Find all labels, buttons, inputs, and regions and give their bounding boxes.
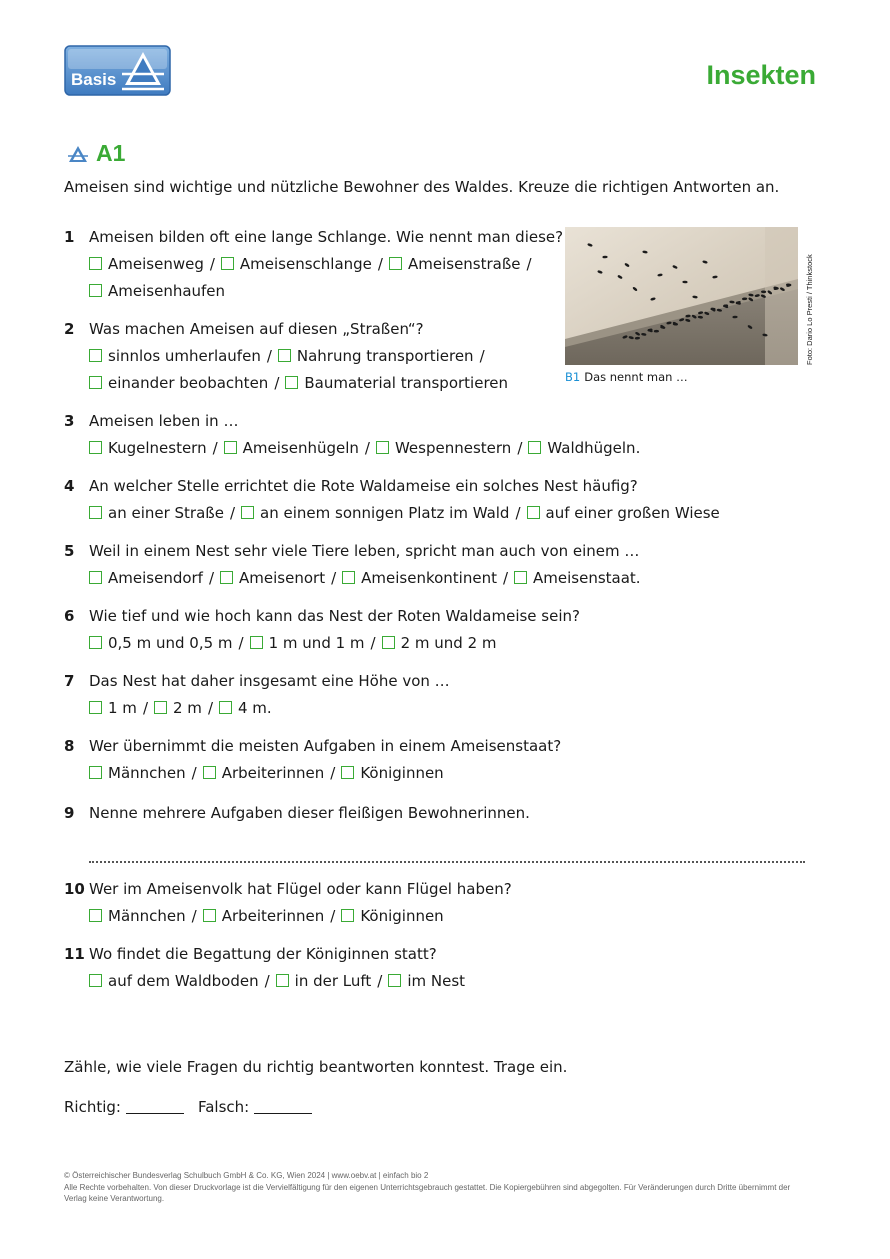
question-text: Weil in einem Nest sehr viele Tiere leben, spricht man auch von einem …	[89, 542, 640, 560]
answer-line	[89, 374, 508, 392]
answer-option-text: sinnlos umherlaufen	[108, 347, 261, 365]
answer-option-text: Königinnen	[360, 907, 444, 925]
option-separator: /	[274, 374, 280, 392]
question-text: Das Nest hat daher insgesamt eine Höhe von …	[89, 672, 450, 690]
question-number: 10	[64, 880, 85, 898]
answer-option-text: Königinnen	[360, 764, 444, 782]
answer-line	[89, 504, 720, 522]
answer-line	[89, 282, 225, 300]
answer-option-text: Arbeiterinnen	[221, 907, 325, 925]
answer-option-text: Wespennestern	[394, 439, 512, 457]
logo-text: Basis	[71, 70, 117, 89]
answer-option-text: Männchen	[108, 907, 186, 925]
answer-option-text: 1 m	[108, 699, 137, 717]
answer-checkbox[interactable]	[89, 701, 102, 714]
answer-checkbox[interactable]	[241, 506, 254, 519]
wrong-label: Falsch:	[197, 1098, 250, 1116]
answer-option-text: Ameisenort	[239, 569, 326, 587]
question-text: Nenne mehrere Aufgaben dieser fleißigen Bewohnerinnen.	[89, 804, 530, 822]
answer-option-text: Ameisenschlange	[239, 255, 372, 273]
answer-line	[89, 347, 491, 365]
option-separator: /	[526, 255, 532, 273]
option-separator: /	[364, 439, 370, 457]
answer-checkbox[interactable]	[219, 701, 232, 714]
answer-option-text: Arbeiterinnen	[221, 764, 325, 782]
option-separator: /	[479, 347, 485, 365]
answer-option-text: 4 m.	[238, 699, 272, 717]
option-separator: /	[377, 255, 383, 273]
question-text: Ameisen bilden oft eine lange Schlange. Wie nennt man diese?	[89, 228, 564, 246]
answer-line	[89, 907, 444, 925]
answer-checkbox[interactable]	[221, 257, 234, 270]
answer-option-text: Waldhügeln.	[547, 439, 641, 457]
answer-checkbox[interactable]	[89, 349, 102, 362]
answer-checkbox[interactable]	[203, 766, 216, 779]
question-number: 9	[64, 804, 75, 822]
answer-option-text: einander beobachten	[108, 374, 269, 392]
answer-line	[89, 634, 497, 652]
option-separator: /	[370, 634, 376, 652]
question-number: 2	[64, 320, 75, 338]
option-separator: /	[191, 764, 197, 782]
answer-option-text: 2 m und 2 m	[400, 634, 497, 652]
answer-checkbox[interactable]	[342, 571, 355, 584]
answer-option-text: Ameisenkontinent	[361, 569, 497, 587]
answer-line	[89, 439, 640, 457]
answer-option-text: Ameisenstraße	[407, 255, 521, 273]
answer-line	[89, 972, 465, 990]
answer-checkbox[interactable]	[89, 571, 102, 584]
question-number: 7	[64, 672, 75, 690]
answer-option-text: an einem sonnigen Platz im Wald	[260, 504, 510, 522]
question-number: 4	[64, 477, 75, 495]
basis-logo	[64, 45, 171, 96]
answer-checkbox[interactable]	[154, 701, 167, 714]
answer-checkbox[interactable]	[382, 636, 395, 649]
question-text: Wo findet die Begattung der Königinnen statt?	[89, 945, 437, 963]
question-text: Wer im Ameisenvolk hat Flügel oder kann Flügel haben?	[89, 880, 512, 898]
answer-option-text: Kugelnestern	[108, 439, 207, 457]
answer-checkbox[interactable]	[389, 257, 402, 270]
answer-checkbox[interactable]	[224, 441, 237, 454]
correct-blank[interactable]	[126, 1099, 184, 1114]
answer-option-text: Ameisendorf	[108, 569, 203, 587]
answer-option-text: Baumaterial transportieren	[304, 374, 509, 392]
answer-line	[89, 699, 272, 717]
answer-option-text: auf einer großen Wiese	[545, 504, 720, 522]
question-text: Wer übernimmt die meisten Aufgaben in einem Ameisenstaat?	[89, 737, 562, 755]
answer-checkbox[interactable]	[376, 441, 389, 454]
option-separator: /	[502, 569, 509, 587]
answer-option-text: Ameisenstaat.	[533, 569, 641, 587]
answer-option-text: Ameisenweg	[108, 255, 204, 273]
answer-checkbox[interactable]	[388, 974, 401, 987]
page-title: Insekten	[706, 60, 816, 90]
wrong-blank[interactable]	[254, 1099, 312, 1114]
answer-checkbox[interactable]	[220, 571, 233, 584]
footer	[64, 1170, 804, 1205]
answer-checkbox[interactable]	[89, 284, 102, 297]
task-intro: Ameisen sind wichtige und nützliche Bewohner des Waldes. Kreuze die richtigen Antworten an.	[64, 178, 780, 196]
answer-checkbox[interactable]	[276, 974, 289, 987]
answer-checkbox[interactable]	[89, 909, 102, 922]
question-number: 1	[64, 228, 75, 246]
option-separator: /	[517, 439, 523, 457]
answer-option-text: 1 m und 1 m	[268, 634, 365, 652]
option-separator: /	[212, 439, 218, 457]
level-triangle-icon	[68, 145, 88, 163]
question-number: 8	[64, 737, 75, 755]
answer-checkbox[interactable]	[89, 506, 102, 519]
ant-trail-photo	[565, 227, 798, 365]
question-text: Wie tief und wie hoch kann das Nest der Roten Waldameise sein?	[89, 607, 580, 625]
question-number: 11	[64, 945, 85, 963]
answer-option-text: 2 m	[173, 699, 202, 717]
answer-option-text: Männchen	[108, 764, 186, 782]
option-separator: /	[207, 699, 213, 717]
answer-checkbox[interactable]	[528, 441, 541, 454]
image-caption	[565, 370, 688, 384]
option-separator: /	[377, 972, 383, 990]
answer-checkbox[interactable]	[341, 766, 354, 779]
caption-label: B1	[565, 370, 581, 384]
option-separator: /	[209, 255, 215, 273]
option-separator: /	[515, 504, 521, 522]
answer-option-text: an einer Straße	[108, 504, 224, 522]
task-label: A1	[96, 140, 126, 166]
question-text: Was machen Ameisen auf diesen „Straßen“?	[89, 320, 424, 338]
footer-copyright: © Österreichischer Bundesverlag Schulbuch GmbH & Co. KG, Wien 2024 | www.oebv.at | einfach bio 2	[64, 1171, 429, 1180]
answer-checkbox[interactable]	[89, 766, 102, 779]
answer-option-text: auf dem Waldboden	[108, 972, 259, 990]
answer-checkbox[interactable]	[250, 636, 263, 649]
answer-option-text: 0,5 m und 0,5 m	[108, 634, 233, 652]
answer-checkbox[interactable]	[89, 636, 102, 649]
caption-text: Das nennt man …	[584, 370, 688, 384]
option-separator: /	[191, 907, 197, 925]
answer-checkbox[interactable]	[527, 506, 540, 519]
answer-checkbox[interactable]	[89, 974, 102, 987]
question-number: 5	[64, 542, 75, 560]
answer-line	[89, 255, 538, 273]
option-separator: /	[331, 569, 337, 587]
answer-checkbox[interactable]	[89, 441, 102, 454]
answer-option-text: im Nest	[407, 972, 466, 990]
answer-checkbox[interactable]	[341, 909, 354, 922]
answer-checkbox[interactable]	[278, 349, 291, 362]
summary-instruction: Zähle, wie viele Fragen du richtig beantworten konntest. Trage ein.	[64, 1058, 568, 1076]
answer-option-text: Ameisenhügeln	[242, 439, 359, 457]
answer-line	[89, 764, 444, 782]
option-separator: /	[264, 972, 270, 990]
photo-credit: Foto: Dario Lo Presti / Thinkstock	[805, 254, 814, 365]
answer-checkbox[interactable]	[203, 909, 216, 922]
answer-option-text: Ameisenhaufen	[108, 282, 226, 300]
answer-option-text: Nahrung transportieren	[296, 347, 474, 365]
option-separator: /	[142, 699, 148, 717]
question-text: An welcher Stelle errichtet die Rote Waldameise ein solches Nest häufig?	[89, 477, 638, 495]
option-separator: /	[330, 907, 336, 925]
score-line	[64, 1098, 312, 1116]
footer-rights: Alle Rechte vorbehalten. Von dieser Druckvorlage ist die Vervielfältigung für den eigenen Unterrichtsgebrauch gestattet. Die Kopiergebühren sind abgegolten. Für Veränderungen durch Dritte übernimmt der Verlag keine Verantwortung.	[64, 1182, 791, 1203]
answer-checkbox[interactable]	[89, 257, 102, 270]
answer-checkbox[interactable]	[514, 571, 527, 584]
answer-write-line[interactable]	[89, 843, 805, 863]
task-heading	[68, 140, 125, 167]
question-number: 6	[64, 607, 75, 625]
question-number: 3	[64, 412, 75, 430]
option-separator: /	[229, 504, 236, 522]
option-separator: /	[330, 764, 336, 782]
answer-line	[89, 569, 641, 587]
correct-label: Richtig:	[64, 1098, 121, 1116]
option-separator: /	[208, 569, 215, 587]
answer-checkbox[interactable]	[285, 376, 298, 389]
option-separator: /	[266, 347, 272, 365]
answer-checkbox[interactable]	[89, 376, 102, 389]
answer-option-text: in der Luft	[294, 972, 372, 990]
option-separator: /	[238, 634, 244, 652]
question-text: Ameisen leben in …	[89, 412, 239, 430]
